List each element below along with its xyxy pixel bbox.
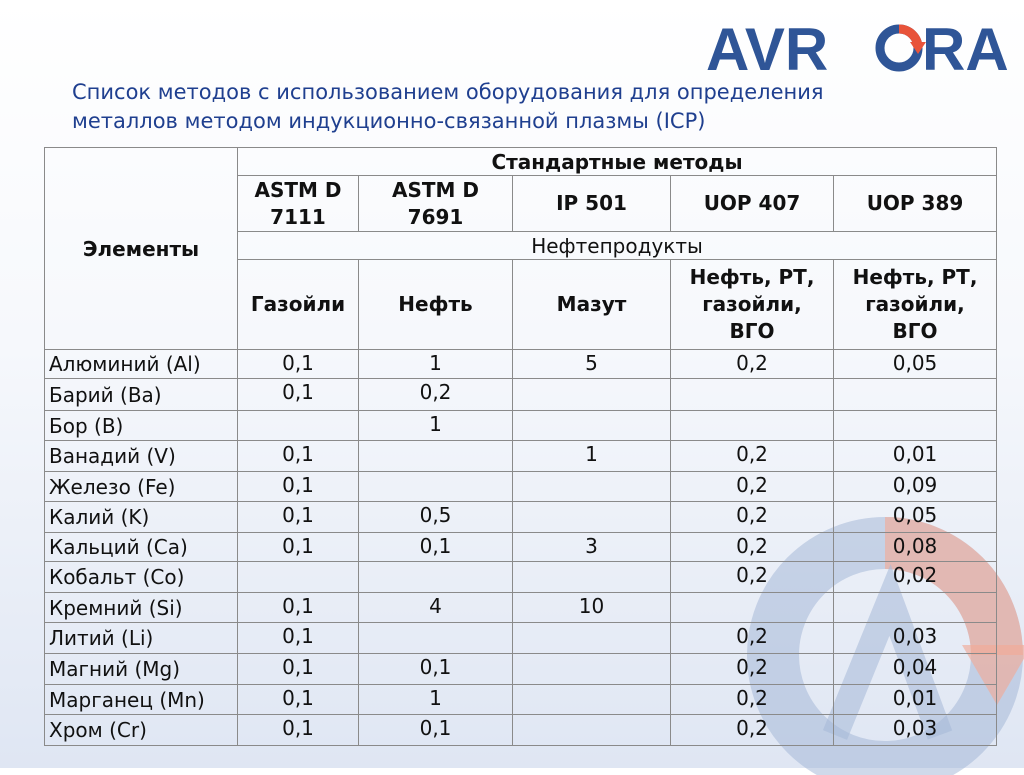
- value-cell: [359, 472, 513, 502]
- value-cell: 0,1: [238, 593, 359, 623]
- value-cell: 1: [359, 685, 513, 715]
- value-cell: [238, 411, 359, 441]
- value-cell: 0,1: [238, 533, 359, 562]
- table-row: [45, 593, 997, 623]
- element-name-cell: Марганец (Mn): [45, 685, 238, 715]
- value-cell: 0,1: [238, 502, 359, 533]
- value-cell: 0,2: [671, 562, 834, 593]
- method-header: [671, 176, 834, 232]
- table-row: [45, 441, 997, 472]
- avrora-logo: [706, 18, 1016, 78]
- title-line-2: металлов методом индукционно-связанной плазмы (ICP): [72, 109, 706, 133]
- value-cell: [513, 411, 671, 441]
- value-cell: [513, 715, 671, 746]
- value-cell: 0,1: [238, 623, 359, 654]
- value-cell: 0,1: [238, 441, 359, 472]
- table-row: [45, 411, 997, 441]
- value-cell: 0,1: [238, 654, 359, 685]
- value-cell: 1: [359, 350, 513, 379]
- method-line-1: UOP 407: [703, 191, 801, 215]
- element-name-cell: Ванадий (V): [45, 441, 238, 472]
- product-header: [834, 260, 997, 350]
- element-name-cell: Калий (K): [45, 502, 238, 533]
- value-cell: 3: [513, 533, 671, 562]
- element-name-cell: Магний (Mg): [45, 654, 238, 685]
- table-row: [45, 533, 997, 562]
- method-line-1: ASTM D: [392, 177, 479, 202]
- value-cell: 0,2: [671, 502, 834, 533]
- value-cell: 1: [359, 411, 513, 441]
- table-row: [45, 715, 997, 746]
- table-row: [45, 350, 997, 379]
- method-header: [513, 176, 671, 232]
- value-cell: 0,02: [834, 562, 997, 593]
- product-line-1: Нефть, РТ,: [852, 265, 978, 289]
- value-cell: 0,01: [834, 685, 997, 715]
- method-header: [834, 176, 997, 232]
- value-cell: [359, 623, 513, 654]
- value-cell: 0,03: [834, 715, 997, 746]
- value-cell: 1: [513, 441, 671, 472]
- value-cell: 0,1: [359, 654, 513, 685]
- value-cell: 0,1: [359, 533, 513, 562]
- value-cell: [671, 411, 834, 441]
- product-header: [238, 260, 359, 350]
- value-cell: 0,05: [834, 350, 997, 379]
- value-cell: [513, 562, 671, 593]
- product-line-2: газойли,: [702, 292, 802, 316]
- value-cell: 10: [513, 593, 671, 623]
- table-row: [45, 562, 997, 593]
- value-cell: 0,2: [671, 350, 834, 379]
- title-line-1: Список методов с использованием оборудования для определения: [72, 80, 824, 104]
- table-row: [45, 472, 997, 502]
- method-header: [238, 176, 359, 232]
- value-cell: [513, 685, 671, 715]
- icp-methods-table: [44, 147, 997, 746]
- table-row: [45, 379, 997, 411]
- element-name-cell: Кальций (Ca): [45, 533, 238, 562]
- element-name-cell: Хром (Cr): [45, 715, 238, 746]
- value-cell: 5: [513, 350, 671, 379]
- value-cell: 0,1: [238, 472, 359, 502]
- product-line-3: ВГО: [729, 319, 775, 343]
- method-header: [359, 176, 513, 232]
- product-line-1: Мазут: [556, 292, 627, 316]
- element-name-cell: Бор (B): [45, 411, 238, 441]
- value-cell: 0,2: [671, 441, 834, 472]
- value-cell: 0,1: [238, 715, 359, 746]
- value-cell: 0,2: [671, 472, 834, 502]
- value-cell: 0,5: [359, 502, 513, 533]
- product-line-2: газойли,: [865, 292, 965, 316]
- value-cell: 0,1: [238, 685, 359, 715]
- method-line-1: UOP 389: [866, 191, 964, 215]
- table-row: [45, 623, 997, 654]
- logo-text-avr: AVR: [706, 18, 829, 78]
- logo-text-ra: RA: [922, 18, 1009, 78]
- table-row: [45, 502, 997, 533]
- product-line-1: Нефть: [398, 292, 473, 316]
- page-title: [72, 78, 932, 136]
- product-header: [359, 260, 513, 350]
- product-line-1: Нефть, РТ,: [689, 265, 815, 289]
- value-cell: [834, 411, 997, 441]
- value-cell: 0,08: [834, 533, 997, 562]
- element-name-cell: Алюминий (Al): [45, 350, 238, 379]
- value-cell: 0,2: [359, 379, 513, 411]
- petroleum-products-header: Нефтепродукты: [238, 232, 997, 260]
- product-line-1: Газойли: [250, 292, 346, 316]
- value-cell: 0,2: [671, 654, 834, 685]
- value-cell: [359, 562, 513, 593]
- value-cell: 0,01: [834, 441, 997, 472]
- value-cell: 0,05: [834, 502, 997, 533]
- value-cell: [834, 379, 997, 411]
- element-name-cell: Кремний (Si): [45, 593, 238, 623]
- value-cell: [238, 562, 359, 593]
- method-line-1: ASTM D: [254, 177, 342, 202]
- value-cell: [671, 379, 834, 411]
- value-cell: 0,2: [671, 623, 834, 654]
- table-body: [45, 350, 997, 746]
- value-cell: 0,09: [834, 472, 997, 502]
- value-cell: [513, 379, 671, 411]
- elements-header: Элементы: [45, 148, 238, 350]
- table-row: [45, 685, 997, 715]
- value-cell: [513, 502, 671, 533]
- value-cell: 0,1: [359, 715, 513, 746]
- method-line-2: 7111: [270, 204, 326, 229]
- value-cell: 0,04: [834, 654, 997, 685]
- value-cell: [513, 623, 671, 654]
- value-cell: 0,1: [238, 379, 359, 411]
- standard-methods-header: Стандартные методы: [238, 148, 997, 176]
- method-line-2: 7691: [407, 204, 464, 229]
- table-row: [45, 654, 997, 685]
- value-cell: [834, 593, 997, 623]
- product-header: [513, 260, 671, 350]
- element-name-cell: Кобальт (Co): [45, 562, 238, 593]
- value-cell: [359, 441, 513, 472]
- method-line-1: IP 501: [556, 191, 627, 215]
- value-cell: [671, 593, 834, 623]
- avrora-logo-graphic: [706, 18, 1016, 78]
- value-cell: 0,1: [238, 350, 359, 379]
- value-cell: 0,03: [834, 623, 997, 654]
- value-cell: 0,2: [671, 715, 834, 746]
- element-name-cell: Барий (Ba): [45, 379, 238, 411]
- value-cell: 4: [359, 593, 513, 623]
- value-cell: 0,2: [671, 685, 834, 715]
- value-cell: 0,2: [671, 533, 834, 562]
- value-cell: [513, 654, 671, 685]
- element-name-cell: Железо (Fe): [45, 472, 238, 502]
- product-line-3: ВГО: [892, 319, 938, 343]
- product-header: [671, 260, 834, 350]
- element-name-cell: Литий (Li): [45, 623, 238, 654]
- header-row-group: [45, 148, 997, 176]
- value-cell: [513, 472, 671, 502]
